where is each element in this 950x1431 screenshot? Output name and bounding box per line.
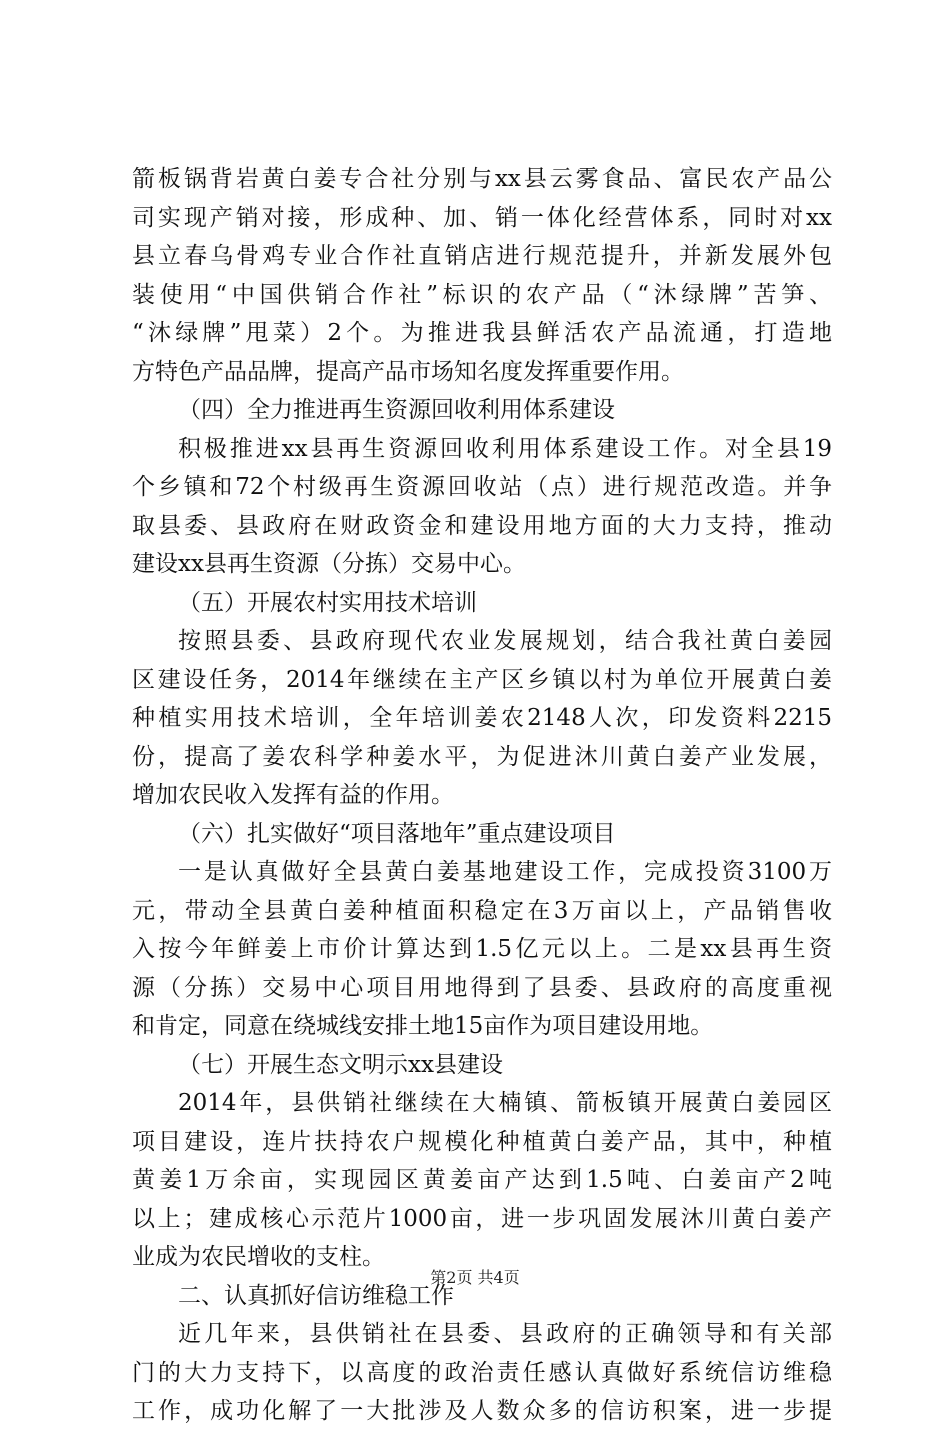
text-line: 增加农民收入发挥有益的作用。 — [132, 782, 454, 808]
text-line: （六）扎实做好“项目落地年”重点建设项目 — [178, 820, 616, 847]
text-line: 业成为农民增收的支柱。 — [132, 1244, 385, 1270]
text-line: 县立春乌骨鸡专业合作社直销店进行规范提升，并新发展外包 — [132, 243, 832, 269]
text-line: （四）全力推进再生资源回收利用体系建设 — [178, 397, 615, 423]
text-line: 黄姜1万余亩，实现园区黄姜亩产达到1.5吨、白姜亩产2吨 — [132, 1167, 832, 1193]
text-line: 近几年来，县供销社在县委、县政府的正确领导和有关部 — [178, 1321, 832, 1347]
text-line: 取县委、县政府在财政资金和建设用地方面的大力支持，推动 — [132, 512, 832, 539]
text-line: 和肯定，同意在绕城线安排土地15亩作为项目建设用地。 — [132, 1013, 714, 1039]
text-line: 门的大力支持下，以高度的政治责任感认真做好系统信访维稳 — [132, 1359, 832, 1386]
text-line: 个乡镇和72个村级再生资源回收站（点）进行规范改造。并争 — [132, 474, 832, 500]
text-line: “沐绿牌”甩菜）2个。为推进我县鲜活农产品流通，打造地 — [132, 320, 832, 346]
text-line: 方特色产品品牌，提高产品市场知名度发挥重要作用。 — [132, 358, 684, 385]
text-line: 2014年，县供销社继续在大楠镇、箭板镇开展黄白姜园区 — [178, 1090, 832, 1116]
text-line: 种植实用技术培训，全年培训姜农2148人次，印发资料2215 — [132, 705, 832, 731]
text-line: （七）开展生态文明示xx县建设 — [178, 1051, 503, 1078]
text-line: 按照县委、县政府现代农业发展规划，结合我社黄白姜园 — [178, 628, 832, 654]
text-line: 以上；建成核心示范片1000亩，进一步巩固发展沐川黄白姜产 — [132, 1205, 832, 1232]
text-line: 份，提高了姜农科学种姜水平，为促进沐川黄白姜产业发展， — [132, 743, 832, 770]
text-line: 入按今年鲜姜上市价计算达到1.5亿元以上。二是xx县再生资 — [132, 936, 832, 962]
text-line: 工作，成功化解了一大批涉及人数众多的信访积案，进一步提 — [132, 1398, 832, 1424]
text-line: 源（分拣）交易中心项目用地得到了县委、县政府的高度重视 — [132, 974, 832, 1001]
page-footer: 第2页 共4页 — [430, 1268, 520, 1287]
text-line: 区建设任务，2014年继续在主产区乡镇以村为单位开展黄白姜 — [132, 666, 832, 693]
text-line: 司实现产销对接，形成种、加、销一体化经营体系，同时对xx — [132, 204, 832, 231]
text-line: 箭板锅背岩黄白姜专合社分别与xx县云雾食品、富民农产品公 — [132, 166, 832, 192]
text-line: 积极推进xx县再生资源回收利用体系建设工作。对全县19 — [178, 435, 832, 462]
text-line: （五）开展农村实用技术培训 — [178, 589, 477, 616]
text-line: 二、认真抓好信访维稳工作 — [178, 1282, 454, 1309]
text-line: 建设xx县再生资源（分拣）交易中心。 — [132, 551, 526, 577]
text-line: 元，带动全县黄白姜种植面积稳定在3万亩以上，产品销售收 — [132, 897, 832, 924]
text-line: 一是认真做好全县黄白姜基地建设工作，完成投资3100万 — [178, 859, 832, 885]
body-text — [132, 160, 832, 1431]
text-line: 装使用“中国供销合作社”标识的农产品（“沐绿牌”苦笋、 — [132, 281, 832, 308]
text-line: 项目建设，连片扶持农户规模化种植黄白姜产品，其中，种植 — [132, 1128, 832, 1155]
